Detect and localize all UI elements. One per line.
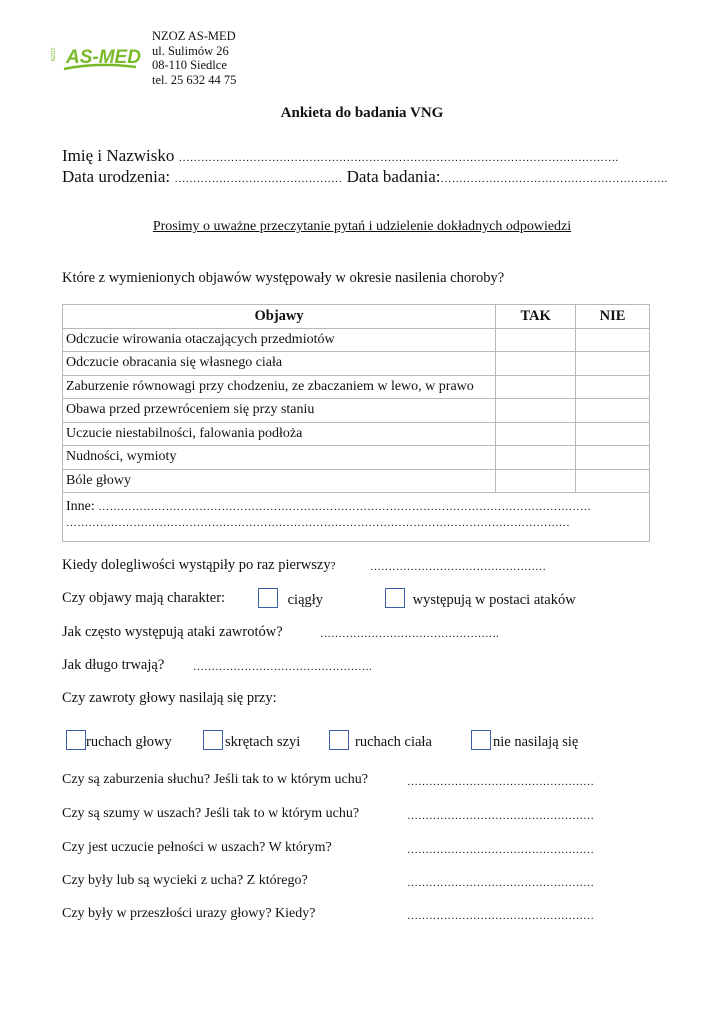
option-neck-rotation[interactable] bbox=[203, 730, 300, 751]
first-occurrence-answer[interactable]: ………………………………………… bbox=[370, 561, 546, 573]
ear-discharge-question: Czy były lub są wycieki z ucha? Z którego? bbox=[62, 873, 308, 888]
no-cell[interactable] bbox=[576, 469, 650, 493]
no-cell[interactable] bbox=[576, 399, 650, 423]
address-line: 08-110 Siedlce bbox=[152, 58, 227, 73]
yes-cell[interactable] bbox=[496, 328, 576, 352]
option-label: nie nasilają się bbox=[493, 734, 579, 750]
yes-cell[interactable] bbox=[496, 446, 576, 470]
character-question bbox=[62, 590, 225, 607]
question-text: Kiedy dolegliwości wystąpiły po raz pierwszy bbox=[62, 557, 331, 573]
table-row bbox=[63, 352, 650, 376]
tinnitus-answer[interactable]: …………………………………………… bbox=[407, 810, 594, 822]
duration-answer[interactable]: …………………………………………. bbox=[193, 661, 372, 673]
option-label: ruchach ciała bbox=[355, 734, 432, 750]
address-line: ul. Sulimów 26 bbox=[152, 43, 229, 58]
checkbox[interactable] bbox=[203, 730, 223, 750]
yes-cell[interactable] bbox=[496, 422, 576, 446]
yes-cell[interactable] bbox=[496, 399, 576, 423]
symptom-label: Bóle głowy bbox=[63, 469, 496, 493]
no-cell[interactable] bbox=[576, 422, 650, 446]
header-symptoms: Objawy bbox=[63, 305, 496, 329]
checkbox[interactable] bbox=[329, 730, 349, 750]
clinic-address bbox=[152, 29, 236, 87]
table-header-row bbox=[63, 305, 650, 329]
symptom-label: Nudności, wymioty bbox=[63, 446, 496, 470]
address-line: tel. 25 632 44 75 bbox=[152, 72, 237, 87]
checkbox[interactable] bbox=[385, 588, 405, 608]
address-line: NZOZ AS-MED bbox=[152, 29, 236, 43]
other-cell[interactable] bbox=[63, 493, 650, 542]
name-field[interactable] bbox=[62, 146, 618, 166]
dob-label: Data urodzenia: bbox=[62, 167, 171, 186]
dates-field[interactable] bbox=[62, 167, 667, 187]
name-dots[interactable]: ………………………………………………………………………………………………………. bbox=[178, 152, 619, 164]
table-row bbox=[63, 422, 650, 446]
svg-text:NZOZ: NZOZ bbox=[51, 47, 57, 61]
tinnitus-question: Czy są szumy w uszach? Jeśli tak to w którym uchu? bbox=[62, 806, 360, 821]
checkbox[interactable] bbox=[258, 588, 278, 608]
yes-cell[interactable] bbox=[496, 352, 576, 376]
exam-date-dots[interactable]: ……………………………………………………. bbox=[440, 173, 668, 185]
form-title: Ankieta do badania VNG bbox=[280, 105, 444, 121]
other-dots[interactable]: ……………………………………………………………………………………………………………………… bbox=[66, 517, 570, 529]
ear-discharge-answer[interactable]: …………………………………………… bbox=[407, 877, 594, 889]
table-row bbox=[63, 328, 650, 352]
option-continuous[interactable] bbox=[258, 588, 323, 609]
yes-cell[interactable] bbox=[496, 469, 576, 493]
no-cell[interactable] bbox=[576, 352, 650, 376]
option-head-movement[interactable] bbox=[66, 730, 172, 751]
option-body-movement[interactable] bbox=[329, 730, 432, 751]
symptoms-question: Które z wymienionych objawów występowały w okresie nasilenia choroby? bbox=[62, 270, 505, 286]
option-attacks[interactable] bbox=[385, 588, 576, 609]
first-occurrence-question bbox=[62, 557, 335, 574]
table-row bbox=[63, 375, 650, 399]
symptom-label: Odczucie obracania się własnego ciała bbox=[63, 352, 496, 376]
head-injury-answer[interactable]: …………………………………………… bbox=[407, 910, 594, 922]
symptom-label: Odczucie wirowania otaczających przedmiotów bbox=[63, 328, 496, 352]
name-label: Imię i Nazwisko bbox=[62, 146, 175, 165]
instruction-note: Prosimy o uważne przeczytanie pytań i udzielenie dokładnych odpowiedzi bbox=[152, 219, 572, 234]
no-cell[interactable] bbox=[576, 328, 650, 352]
hearing-question: Czy są zaburzenia słuchu? Jeśli tak to w którym uchu? bbox=[62, 772, 368, 787]
symptoms-table bbox=[62, 304, 650, 542]
header-no: NIE bbox=[576, 305, 650, 329]
symptom-label: Uczucie niestabilności, falowania podłoża bbox=[63, 422, 496, 446]
other-row[interactable] bbox=[63, 493, 650, 542]
question-text: Czy objawy mają charakter: bbox=[62, 590, 226, 606]
option-label: ruchach głowy bbox=[86, 734, 172, 750]
header-yes: TAK bbox=[496, 305, 576, 329]
no-cell[interactable] bbox=[576, 375, 650, 399]
question-mark: ? bbox=[330, 560, 336, 572]
table-row bbox=[63, 446, 650, 470]
aggravation-question: Czy zawroty głowy nasilają się przy: bbox=[62, 690, 277, 706]
head-injury-question: Czy były w przeszłości urazy głowy? Kiedy? bbox=[62, 906, 316, 921]
ear-fullness-question: Czy jest uczucie pełności w uszach? W którym? bbox=[62, 840, 332, 855]
yes-cell[interactable] bbox=[496, 375, 576, 399]
symptom-label: Zaburzenie równowagi przy chodzeniu, ze zbaczaniem w lewo, w prawo bbox=[63, 375, 496, 399]
hearing-answer[interactable]: …………………………………………… bbox=[407, 776, 594, 788]
no-cell[interactable] bbox=[576, 446, 650, 470]
frequency-answer[interactable]: …………………………………………. bbox=[320, 628, 499, 640]
as-med-logo bbox=[51, 36, 141, 76]
table-row bbox=[63, 469, 650, 493]
checkbox[interactable] bbox=[471, 730, 491, 750]
symptom-label: Obawa przed przewróceniem się przy staniu bbox=[63, 399, 496, 423]
option-label: występują w postaci ataków bbox=[412, 592, 576, 608]
option-label: skrętach szyi bbox=[225, 734, 301, 750]
option-label: ciągły bbox=[287, 592, 324, 608]
checkbox[interactable] bbox=[66, 730, 86, 750]
other-label: Inne: bbox=[66, 499, 95, 514]
dob-dots[interactable]: ……………………………………… bbox=[174, 173, 343, 185]
other-dots[interactable]: …………………………………………………………………………………………………………………… bbox=[98, 501, 592, 513]
table-row bbox=[63, 399, 650, 423]
frequency-question: Jak często występują ataki zawrotów? bbox=[62, 624, 283, 640]
option-no-aggravation[interactable] bbox=[471, 730, 578, 751]
exam-date-label: Data badania: bbox=[346, 167, 441, 186]
svg-text:AS-MED: AS-MED bbox=[66, 47, 141, 68]
ear-fullness-answer[interactable]: …………………………………………… bbox=[407, 844, 594, 856]
duration-question: Jak długo trwają? bbox=[62, 657, 165, 673]
